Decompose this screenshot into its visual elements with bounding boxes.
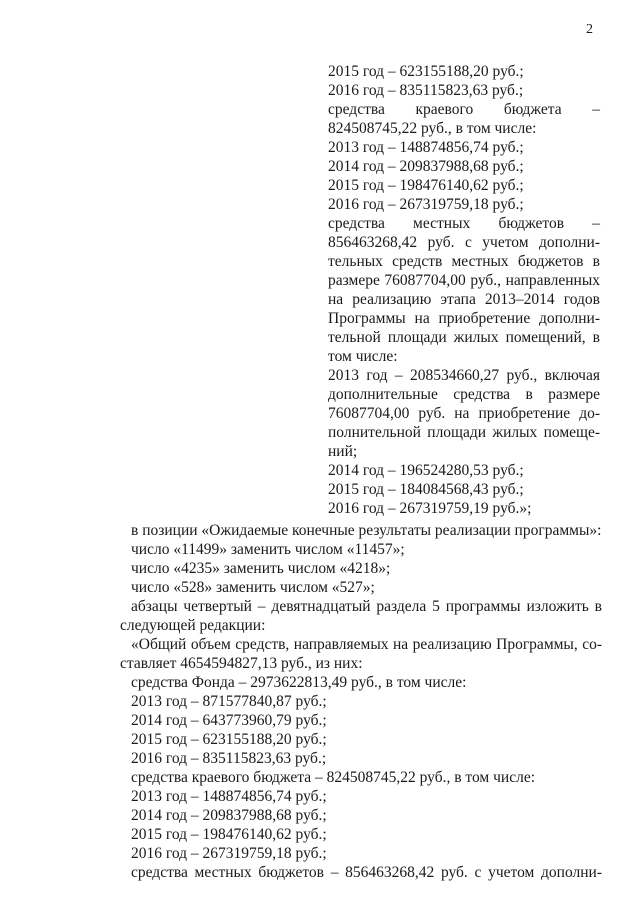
body-line: 2015 год – 623155188,20 руб.; <box>131 731 327 748</box>
body-line: следующей редакции: <box>120 617 266 634</box>
right-line: Программы на приобретение дополни- <box>328 310 600 327</box>
body-line: 2015 год – 198476140,62 руб.; <box>131 826 327 843</box>
right-line: 2015 год – 623155188,20 руб.; <box>328 63 524 80</box>
right-line: 2016 год – 267319759,18 руб.; <box>328 196 524 213</box>
right-line: 2014 год – 196524280,53 руб.; <box>328 462 524 479</box>
right-line: тельной площади жилых помещений, в <box>328 329 600 346</box>
right-line: 856463268,42 руб. с учетом дополни- <box>328 234 600 251</box>
body-line: ставляет 4654594827,13 руб., из них: <box>120 655 363 672</box>
body-line: в позиции «Ожидаемые конечные результаты реализации программы»: <box>131 522 602 539</box>
body-line: 2013 год – 871577840,87 руб.; <box>131 693 327 710</box>
right-line: средства краевого бюджета – <box>328 101 600 118</box>
right-line: 2013 год – 208534660,27 руб., включая <box>328 367 600 384</box>
right-line: дополнительные средства в размере <box>328 386 600 403</box>
body-line: средства Фонда – 2973622813,49 руб., в том числе: <box>131 674 467 691</box>
right-line: средства местных бюджетов – <box>328 215 600 232</box>
right-line: тельных средств местных бюджетов в <box>328 253 600 270</box>
right-line: на реализацию этапа 2013–2014 годов <box>328 291 600 308</box>
body-line: 2014 год – 643773960,79 руб.; <box>131 712 327 729</box>
right-line: 76087704,00 руб. на приобретение до- <box>328 405 600 422</box>
body-line: число «4235» заменить числом «4218»; <box>131 560 391 577</box>
body-line: средства краевого бюджета – 824508745,22 руб., в том числе: <box>131 769 535 786</box>
right-line: 2013 год – 148874856,74 руб.; <box>328 139 524 156</box>
body-line: 2014 год – 209837988,68 руб.; <box>131 807 327 824</box>
right-line: том числе: <box>328 348 398 365</box>
page-number: 2 <box>586 22 593 37</box>
body-line: 2016 год – 267319759,18 руб.; <box>131 845 327 862</box>
body-line: средства местных бюджетов – 856463268,42 руб. с учетом дополни- <box>131 864 602 881</box>
right-line: 2015 год – 198476140,62 руб.; <box>328 177 524 194</box>
right-line: 2015 год – 184084568,43 руб.; <box>328 481 524 498</box>
body-line: 2016 год – 835115823,63 руб.; <box>131 750 327 767</box>
body-line: абзацы четвертый – девятнадцатый раздела 5 программы изложить в <box>131 598 602 615</box>
body-line: «Общий объем средств, направляемых на реализацию Программы, со- <box>131 636 602 653</box>
right-line: 2014 год – 209837988,68 руб.; <box>328 158 524 175</box>
right-line: 2016 год – 267319759,19 руб.»; <box>328 500 532 517</box>
right-line: полнительной площади жилых помеще- <box>328 424 600 441</box>
right-line: ний; <box>328 443 358 460</box>
right-line: размере 76087704,00 руб., направленных <box>328 272 600 289</box>
body-line: число «11499» заменить числом «11457»; <box>131 541 405 558</box>
right-line: 824508745,22 руб., в том числе: <box>328 120 537 137</box>
right-line: 2016 год – 835115823,63 руб.; <box>328 82 524 99</box>
body-line: 2013 год – 148874856,74 руб.; <box>131 788 327 805</box>
body-line: число «528» заменить числом «527»; <box>131 579 375 596</box>
